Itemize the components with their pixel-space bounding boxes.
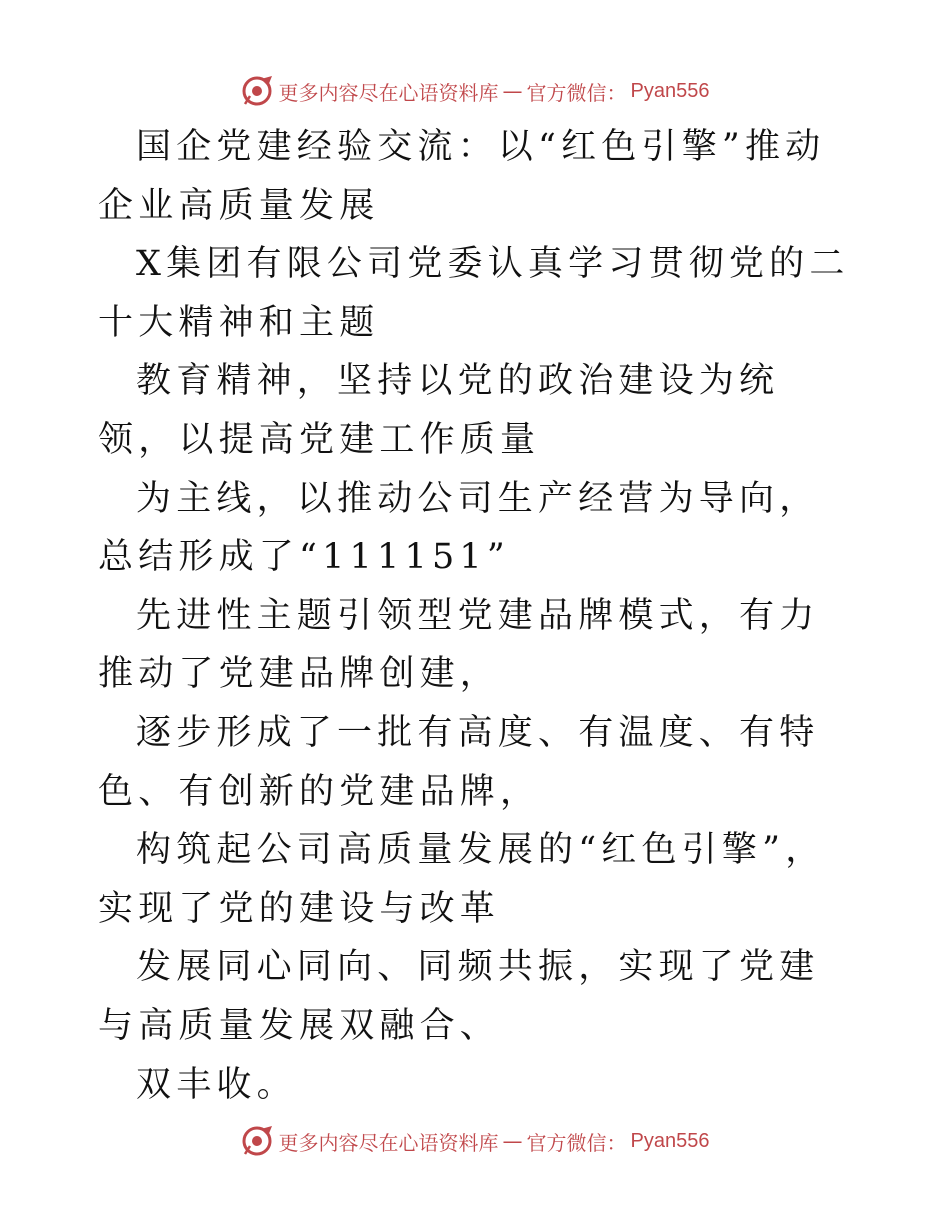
paragraph-5: 先进性主题引领型党建品牌模式，有力推动了党建品牌创建， <box>98 595 820 695</box>
footer-wechat-label: 官方微信： <box>526 1130 627 1155</box>
paragraph-2: X集团有限公司党委认真学习贯彻党的二十大精神和主题 <box>98 244 850 343</box>
header-account: Pyan556 <box>630 79 710 102</box>
footer-text: 更多内容尽在心语资料库 <box>278 1130 499 1155</box>
header-text: 更多内容尽在心语资料库 <box>278 80 499 105</box>
paragraph-9: 双丰收。 <box>136 1064 297 1105</box>
pen-seal-icon <box>241 74 275 108</box>
footer-separator: — <box>502 1129 523 1153</box>
paragraph-8: 发展同心同向、同频共振，实现了党建与高质量发展双融合、 <box>98 947 820 1046</box>
paragraph-4: 为主线，以推动公司生产经营为导向，总结形成了“111151” <box>98 478 820 578</box>
footer-account: Pyan556 <box>630 1129 710 1152</box>
pen-seal-icon <box>241 1124 275 1158</box>
paragraph-7: 构筑起公司高质量发展的“红色引擎”，实现了党的建设与改革 <box>98 830 826 929</box>
header-separator: — <box>502 79 523 103</box>
footer-banner <box>0 1124 950 1158</box>
document-body <box>98 118 858 1114</box>
paragraph-1: 国企党建经验交流：以“红色引擎”推动企业高质量发展 <box>98 127 826 226</box>
header-banner <box>0 74 950 108</box>
header-wechat-label: 官方微信： <box>526 80 627 105</box>
paragraph-3: 教育精神，坚持以党的政治建设为统领，以提高党建工作质量 <box>98 361 780 460</box>
paragraph-6: 逐步形成了一批有高度、有温度、有特色、有创新的党建品牌， <box>98 712 820 812</box>
